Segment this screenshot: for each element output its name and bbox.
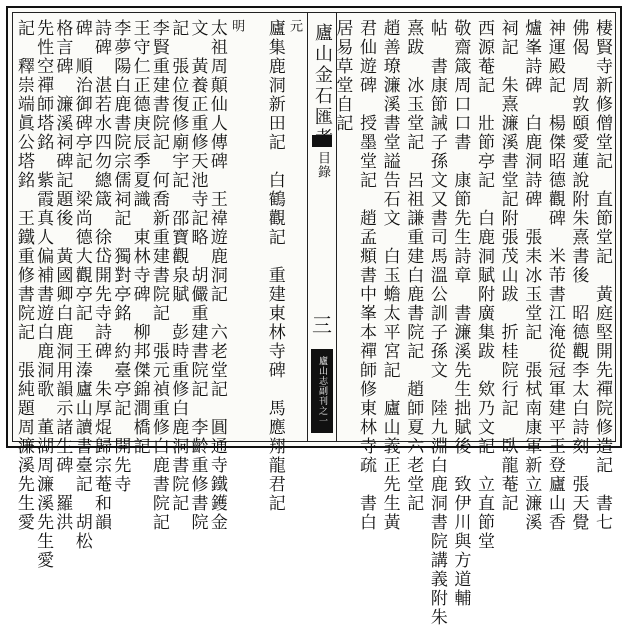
text-column: 神運殿記 楊傑昭德觀碑 米芾書江淹從冠軍建平王登廬山香	[544, 19, 565, 532]
left-panel	[13, 13, 307, 570]
text-column: 西源菴記 壯節亭記 白鹿洞賦附廣集跋 欸乃文記 立直節堂	[474, 19, 494, 551]
text-column: 詩碑 湛若水四勿總箴 徐岱開先寺詩碑 朱厚焜歸宗菴和韻	[91, 19, 111, 532]
text-column: 熹跋 冰玉堂記 呂祖謙重建白鹿書院記 趙師夏六老堂記	[403, 19, 424, 513]
book-page	[6, 6, 622, 627]
section-label: 目錄	[315, 151, 330, 179]
text-column: 李賢重建書院記 何喬新重建書院記 張元禎重修白鹿書院記	[148, 19, 169, 532]
text-column: 李夢陽白鹿書院宗儒祠記 獨對亭銘 約臺亭記 開先寺	[110, 19, 131, 494]
text-column: 祠記 朱熹濂溪書堂記附張茂山跋 折桂院行記 臥龍菴記	[497, 19, 518, 513]
text-column: 居易草堂自記	[332, 19, 353, 133]
fish-tail-mark	[312, 135, 332, 147]
text-column: 趙善璙濂溪書堂謚告石文 白玉蟾太平宮記 廬山義正先生黃	[379, 19, 400, 532]
right-panel	[332, 13, 615, 627]
text-column: 君仙遊碑 授墨堂記 趙孟頫書中峯本禪師修東林寺疏 書白	[356, 19, 376, 532]
text-column: 記 張位復修廟宇記 邵寶觀泉賦 彭時重修白鹿洞書院記	[168, 19, 189, 513]
text-column: 棲賢寺新修僧堂記 直節堂記 黃庭堅開先禪院修造記 書七	[592, 19, 612, 532]
text-column: 敬齋箴周口口書 康節先生詩章 書濂溪先生拙賦後 致伊川與方道輔	[450, 19, 471, 608]
text-column	[244, 19, 266, 437]
text-column: 太祖周顛仙人傳碑 王禕遊鹿洞記 六老堂記 圓通寺鐵鑊金	[206, 19, 227, 532]
text-column: 爐峯詩碑 白鹿洞詩碑 張耒冰玉堂記 張栻南康軍新立濂溪	[521, 19, 542, 532]
center-margin	[307, 13, 337, 441]
page-number: 三	[312, 313, 332, 337]
text-column: 廬集鹿洞新田記 白鶴觀記 重建東林寺碑 馬應翔龍君記	[264, 19, 285, 513]
text-column: 王守仁正德庚辰季夏識 東林寺碑 柳邦傑錦澗橋記	[129, 19, 150, 456]
series-label: 廬山志副刊之一	[311, 349, 333, 433]
text-column: 碑 順治御碑亭記 梁尚德大觀亭記 王溱廬山讀書臺記 胡松	[71, 19, 92, 551]
text-column: 明	[229, 19, 245, 33]
page-frame	[12, 12, 616, 627]
text-column: 記 釋崇端眞公塔銘 王鐵重修書院記 張純題周濂溪先生愛	[13, 19, 34, 532]
text-column: 帖 書康節誡子孫文又書司馬溫公訓子孫文 陸九淵白鹿洞書院講義附朱	[426, 19, 447, 627]
text-column: 格言碑 濂溪祠碑記題後 黃國卿白鹿洞用韻示諸生碑 羅洪	[52, 19, 73, 532]
text-column: 先性空禪師塔銘 紫霞真人偏補書遊白鹿洞歌 董湖周濂溪先生愛	[33, 19, 54, 570]
book-title: 廬山金石匯考	[312, 23, 333, 149]
text-column: 佛偈 周敦頤愛蓮說附朱熹書後 昭德觀李太白詩刻 張天覺	[568, 19, 589, 532]
text-column: 文 黃養正重修天池寺記略 胡儼重建書院記 李齡重修書院	[187, 19, 208, 532]
text-column: 元	[287, 19, 302, 33]
